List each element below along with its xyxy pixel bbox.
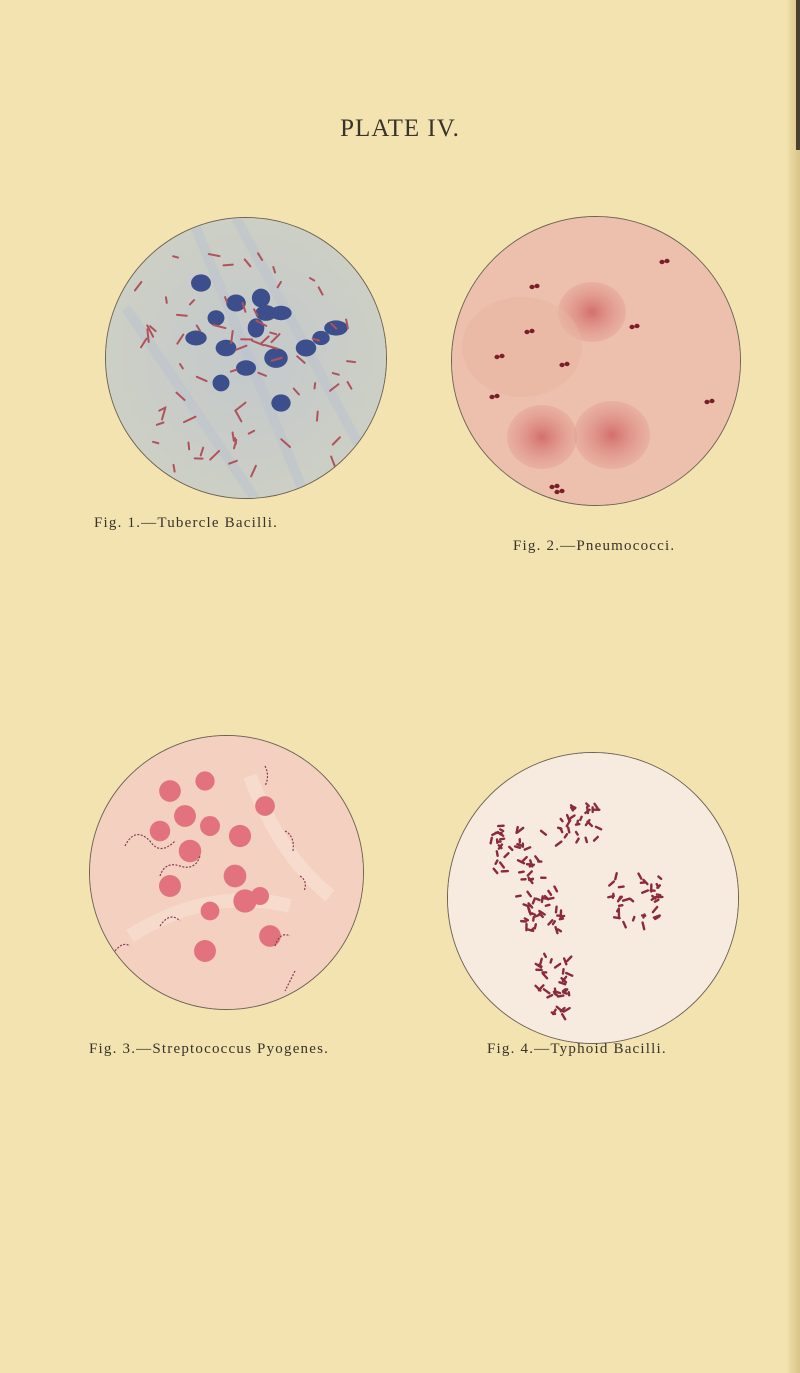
stained-cell: [213, 375, 230, 392]
diplococcus: [564, 362, 569, 366]
bacillus: [519, 872, 524, 873]
bacillus: [560, 916, 564, 917]
bacillus: [657, 885, 659, 887]
bacillus: [515, 846, 520, 847]
stained-cell: [236, 360, 256, 375]
bacillus: [657, 894, 660, 895]
bacillus: [347, 361, 355, 362]
stained-cell: [208, 310, 225, 325]
pneumococci-micrograph: [451, 216, 741, 506]
stained-cell: [296, 340, 316, 357]
diplococcus: [664, 259, 669, 263]
diplococcus: [494, 394, 499, 398]
bacillus: [525, 918, 528, 920]
red-cell: [201, 902, 220, 921]
bacillus: [560, 919, 563, 920]
red-cell: [224, 865, 247, 888]
diplococcus: [499, 354, 504, 358]
bacillus: [536, 899, 539, 900]
red-cell: [229, 825, 251, 847]
bacillus: [615, 873, 616, 879]
bacillus: [535, 924, 536, 928]
bacillus: [153, 442, 158, 443]
stained-cell: [216, 340, 237, 356]
bacillus: [561, 828, 563, 832]
bacillus: [619, 887, 624, 888]
bacillus: [546, 905, 550, 906]
bacillus: [497, 851, 498, 855]
bacillus: [571, 808, 573, 811]
bacillus: [553, 921, 555, 924]
bacillus: [542, 896, 543, 902]
bacillus: [147, 329, 148, 342]
stained-cell: [185, 331, 206, 346]
bacillus: [235, 438, 236, 444]
page-edge: [786, 0, 800, 1373]
stained-cell: [271, 394, 290, 411]
red-cell: [259, 925, 281, 947]
bacillus: [223, 265, 232, 266]
bacillus: [314, 383, 315, 388]
red-cell: [200, 816, 220, 836]
bacillus: [532, 913, 535, 914]
bacillus: [619, 905, 622, 906]
red-cell: [195, 771, 214, 790]
bacillus: [586, 838, 587, 842]
bacillus: [558, 996, 563, 997]
red-cell: [159, 875, 181, 897]
red-cell: [255, 796, 275, 816]
diplococcus: [559, 363, 564, 367]
figure-2-caption: Fig. 2.—Pneumococci.: [513, 538, 676, 554]
diplococcus: [549, 485, 554, 489]
bacillus: [177, 315, 187, 316]
stained-cell: [312, 331, 329, 345]
bacillus: [530, 865, 534, 867]
diplococcus: [704, 400, 709, 404]
tubercle-bacilli-micrograph: [105, 217, 387, 499]
bacillus: [558, 929, 561, 931]
diplococcus: [489, 395, 494, 399]
red-cell: [174, 805, 196, 827]
bacillus: [166, 297, 167, 303]
bacillus: [633, 917, 634, 920]
red-cell: [150, 821, 170, 841]
bacillus: [563, 992, 567, 993]
diplococcus: [709, 399, 714, 403]
bacillus: [568, 828, 569, 833]
red-cell: [251, 887, 269, 905]
bacillus: [540, 959, 541, 964]
bacillus: [531, 928, 533, 930]
stained-cell: [252, 289, 270, 308]
diplococcus: [634, 324, 639, 328]
red-cell: [179, 840, 202, 863]
diplococcus: [559, 489, 564, 493]
bacillus: [173, 256, 178, 257]
bacillus: [317, 411, 318, 420]
diplococcus: [494, 355, 499, 359]
bacillus: [563, 969, 564, 973]
bacillus: [580, 817, 581, 820]
red-cell: [159, 780, 181, 802]
figure-3-caption: Fig. 3.—Streptococcus Pyogenes.: [89, 1041, 330, 1057]
diplococcus: [629, 325, 634, 329]
diplococcus: [554, 490, 559, 494]
bacillus: [173, 465, 174, 472]
bacillus: [643, 923, 645, 930]
diplococcus: [659, 260, 664, 264]
stained-cell: [255, 305, 276, 321]
bacillus: [500, 829, 503, 831]
bacillus: [544, 954, 546, 957]
bacillus: [576, 832, 578, 835]
diplococcus: [529, 285, 534, 289]
red-cell: [194, 940, 216, 962]
bacillus: [614, 917, 620, 918]
bacillus: [491, 838, 492, 843]
figure-4-caption: Fig. 4.—Typhoid Bacilli.: [487, 1041, 667, 1057]
bacillus: [608, 896, 613, 897]
diplococcus: [534, 284, 539, 288]
bacillus: [500, 839, 504, 840]
bacillus: [189, 443, 190, 450]
plate-title: PLATE IV.: [340, 115, 460, 142]
diplococcus: [554, 484, 559, 488]
bacillus: [630, 899, 633, 901]
diplococcus: [524, 330, 529, 334]
stained-cell: [191, 274, 211, 291]
bacillus: [655, 900, 659, 902]
bacillus: [528, 907, 529, 912]
bacillus: [496, 861, 498, 864]
stained-cell: [264, 348, 288, 368]
bacillus: [516, 896, 520, 897]
bacillus: [551, 959, 552, 962]
bacillus: [233, 432, 234, 440]
streptococcus-pyogenes-micrograph: [89, 735, 364, 1010]
bacillus: [561, 819, 563, 821]
figure-1-caption: Fig. 1.—Tubercle Bacilli.: [94, 515, 279, 531]
bacillus: [556, 907, 557, 913]
typhoid-bacilli-micrograph: [447, 752, 739, 1044]
diplococcus: [529, 329, 534, 333]
